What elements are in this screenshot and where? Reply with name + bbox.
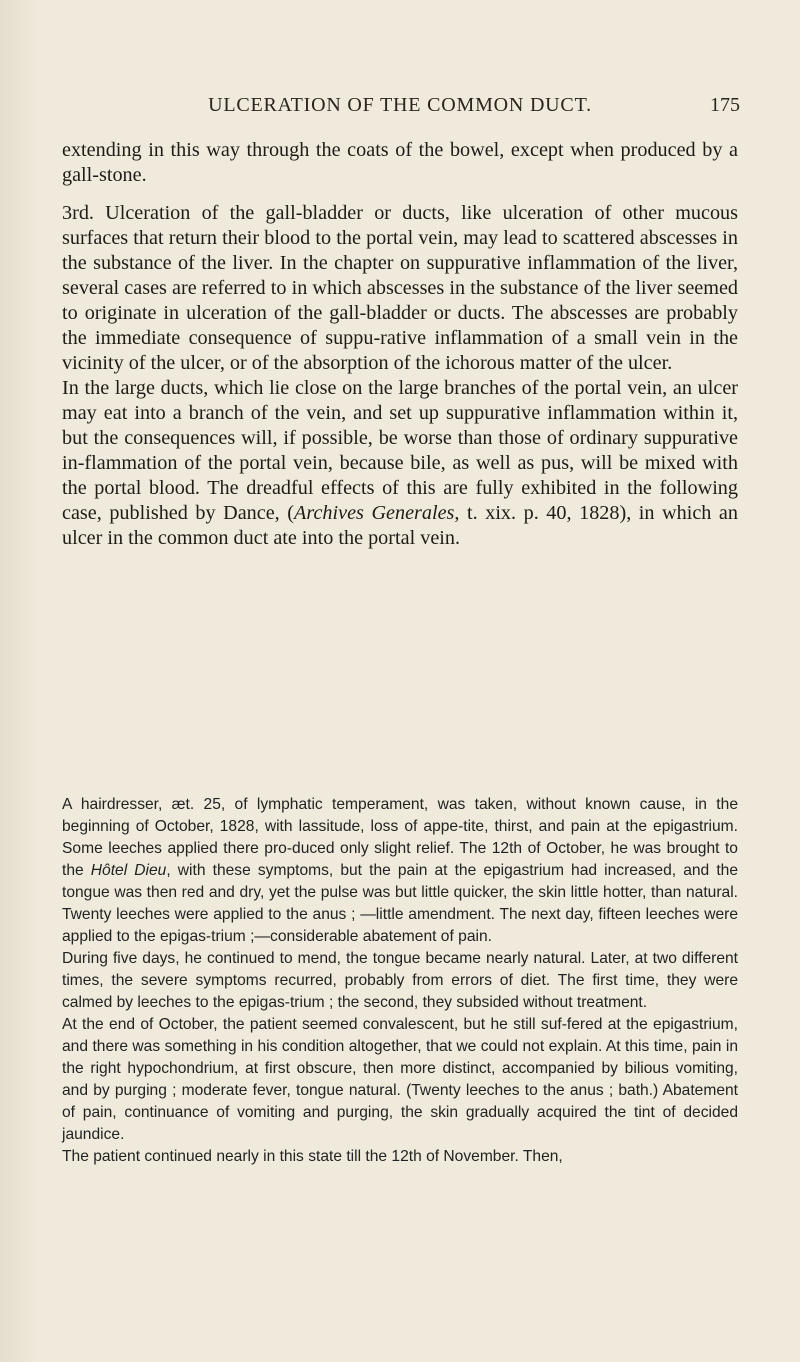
case-paragraph-3: At the end of October, the patient seemed convalescent, but he still suf-fered at the epigastrium, and there was something in his condition altogether, that we could not explain. At this time, pain in the right hypochondrium, at first obscure, then more distinct, accompanied by bilious vomiting, and by purging ; moderate fever, tongue natural. (Twenty leeches to the anus ; bath.) Abatement of pain, continuance of vomiting and purging, the skin gradually acquired the tint of decided jaundice. xyxy=(62,1016,738,1143)
paragraph-1: extending in this way through the coats of the bowel, except when produced by a gall-stone. xyxy=(62,139,738,186)
paragraph-3-text: In the large ducts, which lie close on the large branches of the portal vein, an ulcer may eat into a branch of the vein, and set up suppurative inflammation within it, but the consequences will, if possible, be worse than those of ordinary suppurative in-flammation of the portal vein, because bile, as well as pus, will be mixed with the portal blood. The dreadful effects of this are fully exhibited in the following case, published by Dance, xyxy=(62,377,738,524)
citation-journal: Archives Generales xyxy=(294,502,455,524)
citation-open: ( xyxy=(279,502,295,524)
case-p1-italic: Hôtel Dieu xyxy=(90,862,167,879)
paragraph-3 xyxy=(62,376,738,551)
page-header xyxy=(60,94,740,120)
case-paragraph-4: The patient continued nearly in this state till the 12th of November. Then, xyxy=(62,1148,563,1165)
case-paragraph-1 xyxy=(62,794,738,948)
case-p1-before: A hairdresser, æt. 25, of lymphatic temperament, was taken, without known cause, in the beginning of October, 1828, with lassitude, loss of appe-tite, thirst, and pain at the epigastrium. Some leeches applied there pro-duced only slight relief. The 12th of October, he was brought to the xyxy=(62,796,738,879)
running-head: ULCERATION OF THE COMMON DUCT. xyxy=(208,94,592,116)
case-p1-after: , with these symptoms, but the pain at the epigastrium had increased, and the tongue was then red and dry, yet the pulse was but little quicker, the skin little hotter, than natural. Twenty leeches were applied to the anus ; —little amendment. The next day, fifteen leeches were applied to the epigas-trium ;—considerable abatement of pain. xyxy=(62,862,738,945)
main-text xyxy=(62,138,738,551)
citation-rest: , t. xix. p. 40, 1828), in which an ulcer in the common duct ate into the portal vein. xyxy=(62,502,738,549)
paragraph-2: 3rd. Ulceration of the gall-bladder or ducts, like ulceration of other mucous surfaces that return their blood to the portal vein, may lead to scattered abscesses in the substance of the liver. In the chapter on suppurative inflammation of the liver, several cases are referred to in which abscesses in the substance of the liver seemed to originate in ulceration of the gall-bladder or ducts. The abscesses are probably the immediate consequence of suppu-rative inflammation of a small vein in the vicinity of the ulcer, or of the absorption of the ichorous matter of the ulcer. xyxy=(62,202,738,374)
case-paragraph-2: During five days, he continued to mend, the tongue became nearly natural. Later, at two different times, the severe symptoms recurred, probably from errors of diet. The first time, they were calmed by leeches to the epigas-trium ; the second, they subsided without treatment. xyxy=(62,950,738,1011)
page-number: 175 xyxy=(710,94,740,116)
case-report xyxy=(62,794,738,1168)
